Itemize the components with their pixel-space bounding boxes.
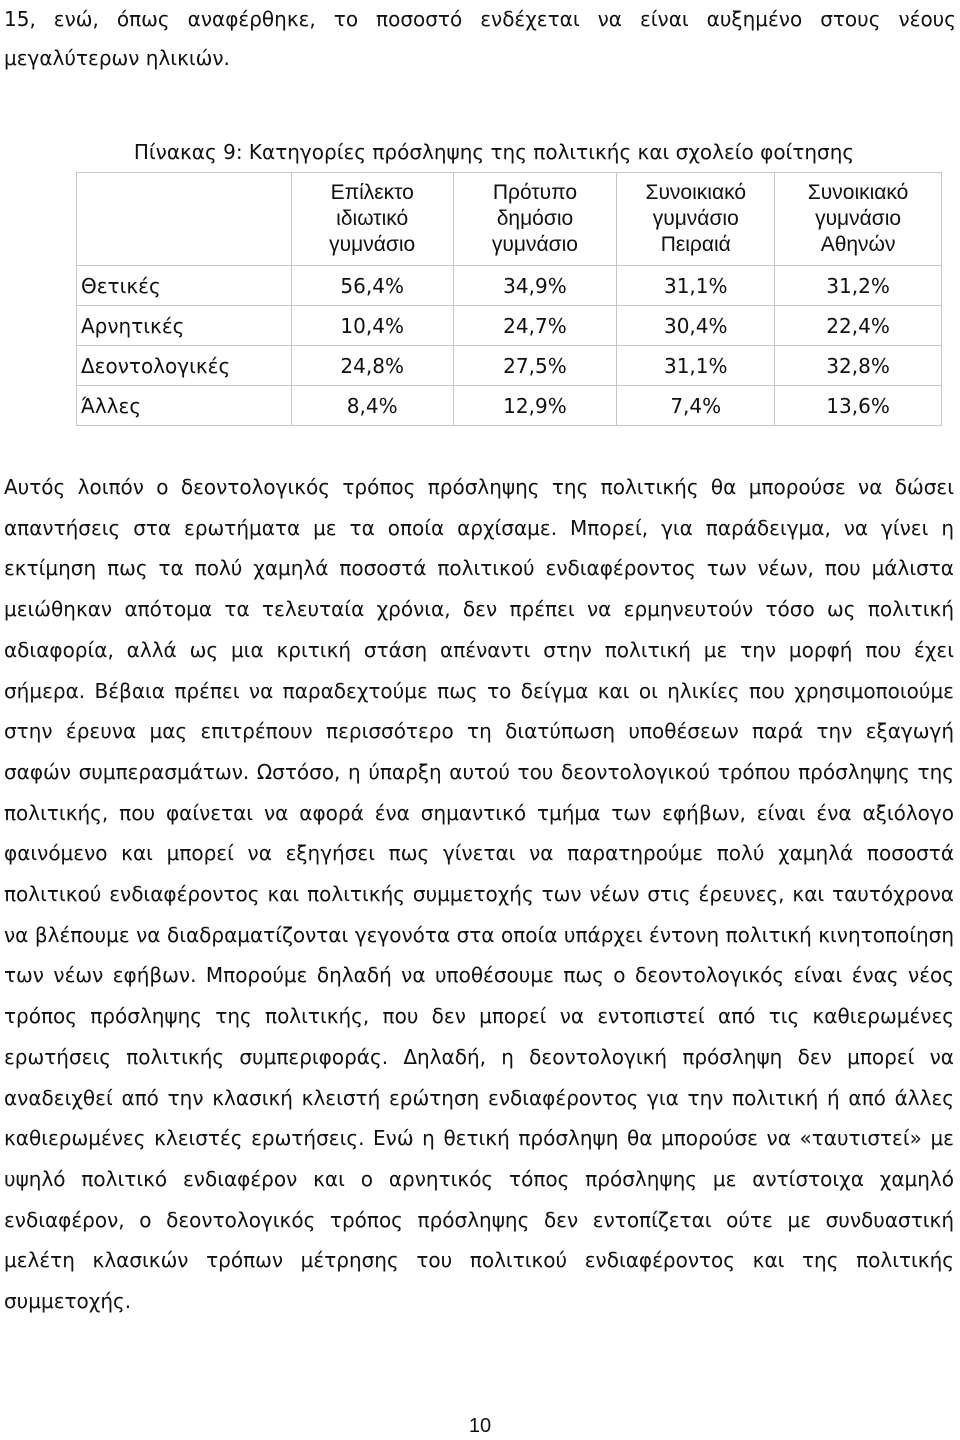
table-cell: 31,2% — [775, 266, 942, 306]
table-cell: 30,4% — [617, 306, 775, 346]
table-cell: 13,6% — [775, 386, 942, 426]
table-cell: 10,4% — [291, 306, 453, 346]
header-cell: Συνοικιακό γυμνάσιο Πειραιά — [617, 173, 775, 266]
intro-line-2: μεγαλύτερων ηλικιών. — [4, 46, 230, 70]
table-cell: 8,4% — [291, 386, 453, 426]
row-label: Δεοντολογικές — [77, 346, 292, 386]
table-row — [77, 386, 942, 426]
table-cell: 12,9% — [453, 386, 617, 426]
table-row — [77, 266, 942, 306]
header-cell: Συνοικιακό γυμνάσιο Αθηνών — [775, 173, 942, 266]
body-paragraph: Αυτός λοιπόν ο δεοντολογικός τρόπος πρόσληψης της πολιτικής θα μπορούσε να δώσει απαντήσεις στα ερωτήματα με τα οποία αρχίσαμε. Μπορεί, για παράδειγμα, να γίνει η εκτίμηση πως τα πολύ χαμηλά ποσοστά πολιτικού ενδιαφέροντος των νέων, που μάλιστα μειώθηκαν απότομα τα τελευταία χρόνια, δεν πρέπει να ερμηνευτούν τόσο ως πολιτική αδιαφορία, αλλά ως μια κριτική στάση απέναντι στην πολιτική με την μορφή που έχει σήμερα. Βέβαια πρέπει να παραδεχτούμε πως το δείγμα και οι ηλικίες που χρησιμοποιούμε στην έρευνα μας επιτρέπουν περισσότερο τη διατύπωση υποθέσεων παρά την εξαγωγή σαφών συμπερασμάτων. Ωστόσο, η ύπαρξη αυτού του δεοντολογικού τρόπου πρόσληψης της πολιτικής, που φαίνεται να αφορά ένα σημαντικό τμήμα των εφήβων, είναι ένα αξιόλογο φαινόμενο και μπορεί να εξηγήσει πως γίνεται να παρατηρούμε πολύ χαμηλά ποσοστά πολιτικού ενδιαφέροντος και πολιτικής συμμετοχής των νέων στις έρευνες, και ταυτόχρονα να βλέπουμε να διαδραματίζονται γεγονότα στα οποία υπάρχει έντονη πολιτική κινητοποίηση των νέων εφήβων. Μπορούμε δηλαδή να υποθέσουμε πως ο δεοντολογικός είναι ένας νέος τρόπος πρόσληψης της πολιτικής, που δεν μπορεί να εντοπιστεί από τις καθιερωμένες ερωτήσεις πολιτικής συμπεριφοράς. Δηλαδή, η δεοντολογική πρόσληψη δεν μπορεί να αναδειχθεί από την κλασική κλειστή ερώτηση ενδιαφέροντος για την πολιτική ή από άλλες καθιερωμένες κλειστές ερωτήσεις. Ενώ η θετική πρόσληψη θα μπορούσε να «ταυτιστεί» με υψηλό πολιτικό ενδιαφέρον και ο αρνητικός τόπος πρόσληψης με αντίστοιχα χαμηλό ενδιαφέρον, ο δεοντολογικός τρόπος πρόσληψης δεν εντοπίζεται ούτε με συνδυαστική μελέτη κλασικών τρόπων μέτρησης του πολιτικού ενδιαφέροντος και της πολιτικής συμμετοχής. — [4, 475, 954, 1314]
row-label: Θετικές — [77, 266, 292, 306]
header-cell: Πρότυπο δημόσιο γυμνάσιο — [453, 173, 617, 266]
table-row — [77, 306, 942, 346]
data-table — [76, 172, 942, 426]
table-cell: 24,7% — [453, 306, 617, 346]
table-cell: 32,8% — [775, 346, 942, 386]
header-cell: Επίλεκτο ιδιωτικό γυμνάσιο — [291, 173, 453, 266]
table-cell: 31,1% — [617, 266, 775, 306]
table-row — [77, 346, 942, 386]
table-cell: 7,4% — [617, 386, 775, 426]
table-cell: 34,9% — [453, 266, 617, 306]
row-label: Άλλες — [77, 386, 292, 426]
table-cell: 24,8% — [291, 346, 453, 386]
table-caption: Πίνακας 9: Κατηγορίες πρόσληψης της πολιτικής και σχολείο φοίτησης — [133, 140, 855, 164]
table-cell: 27,5% — [453, 346, 617, 386]
page-number: 10 — [468, 1415, 492, 1437]
table-cell: 56,4% — [291, 266, 453, 306]
intro-paragraph — [4, 0, 956, 78]
intro-line-1: 15, ενώ, όπως αναφέρθηκε, το ποσοστό ενδέχεται να είναι αυξημένο στους νέους — [4, 7, 956, 31]
table-cell: 31,1% — [617, 346, 775, 386]
header-cell-empty — [77, 173, 292, 266]
table-cell: 22,4% — [775, 306, 942, 346]
row-label: Αρνητικές — [77, 306, 292, 346]
table-header-row — [77, 173, 942, 266]
